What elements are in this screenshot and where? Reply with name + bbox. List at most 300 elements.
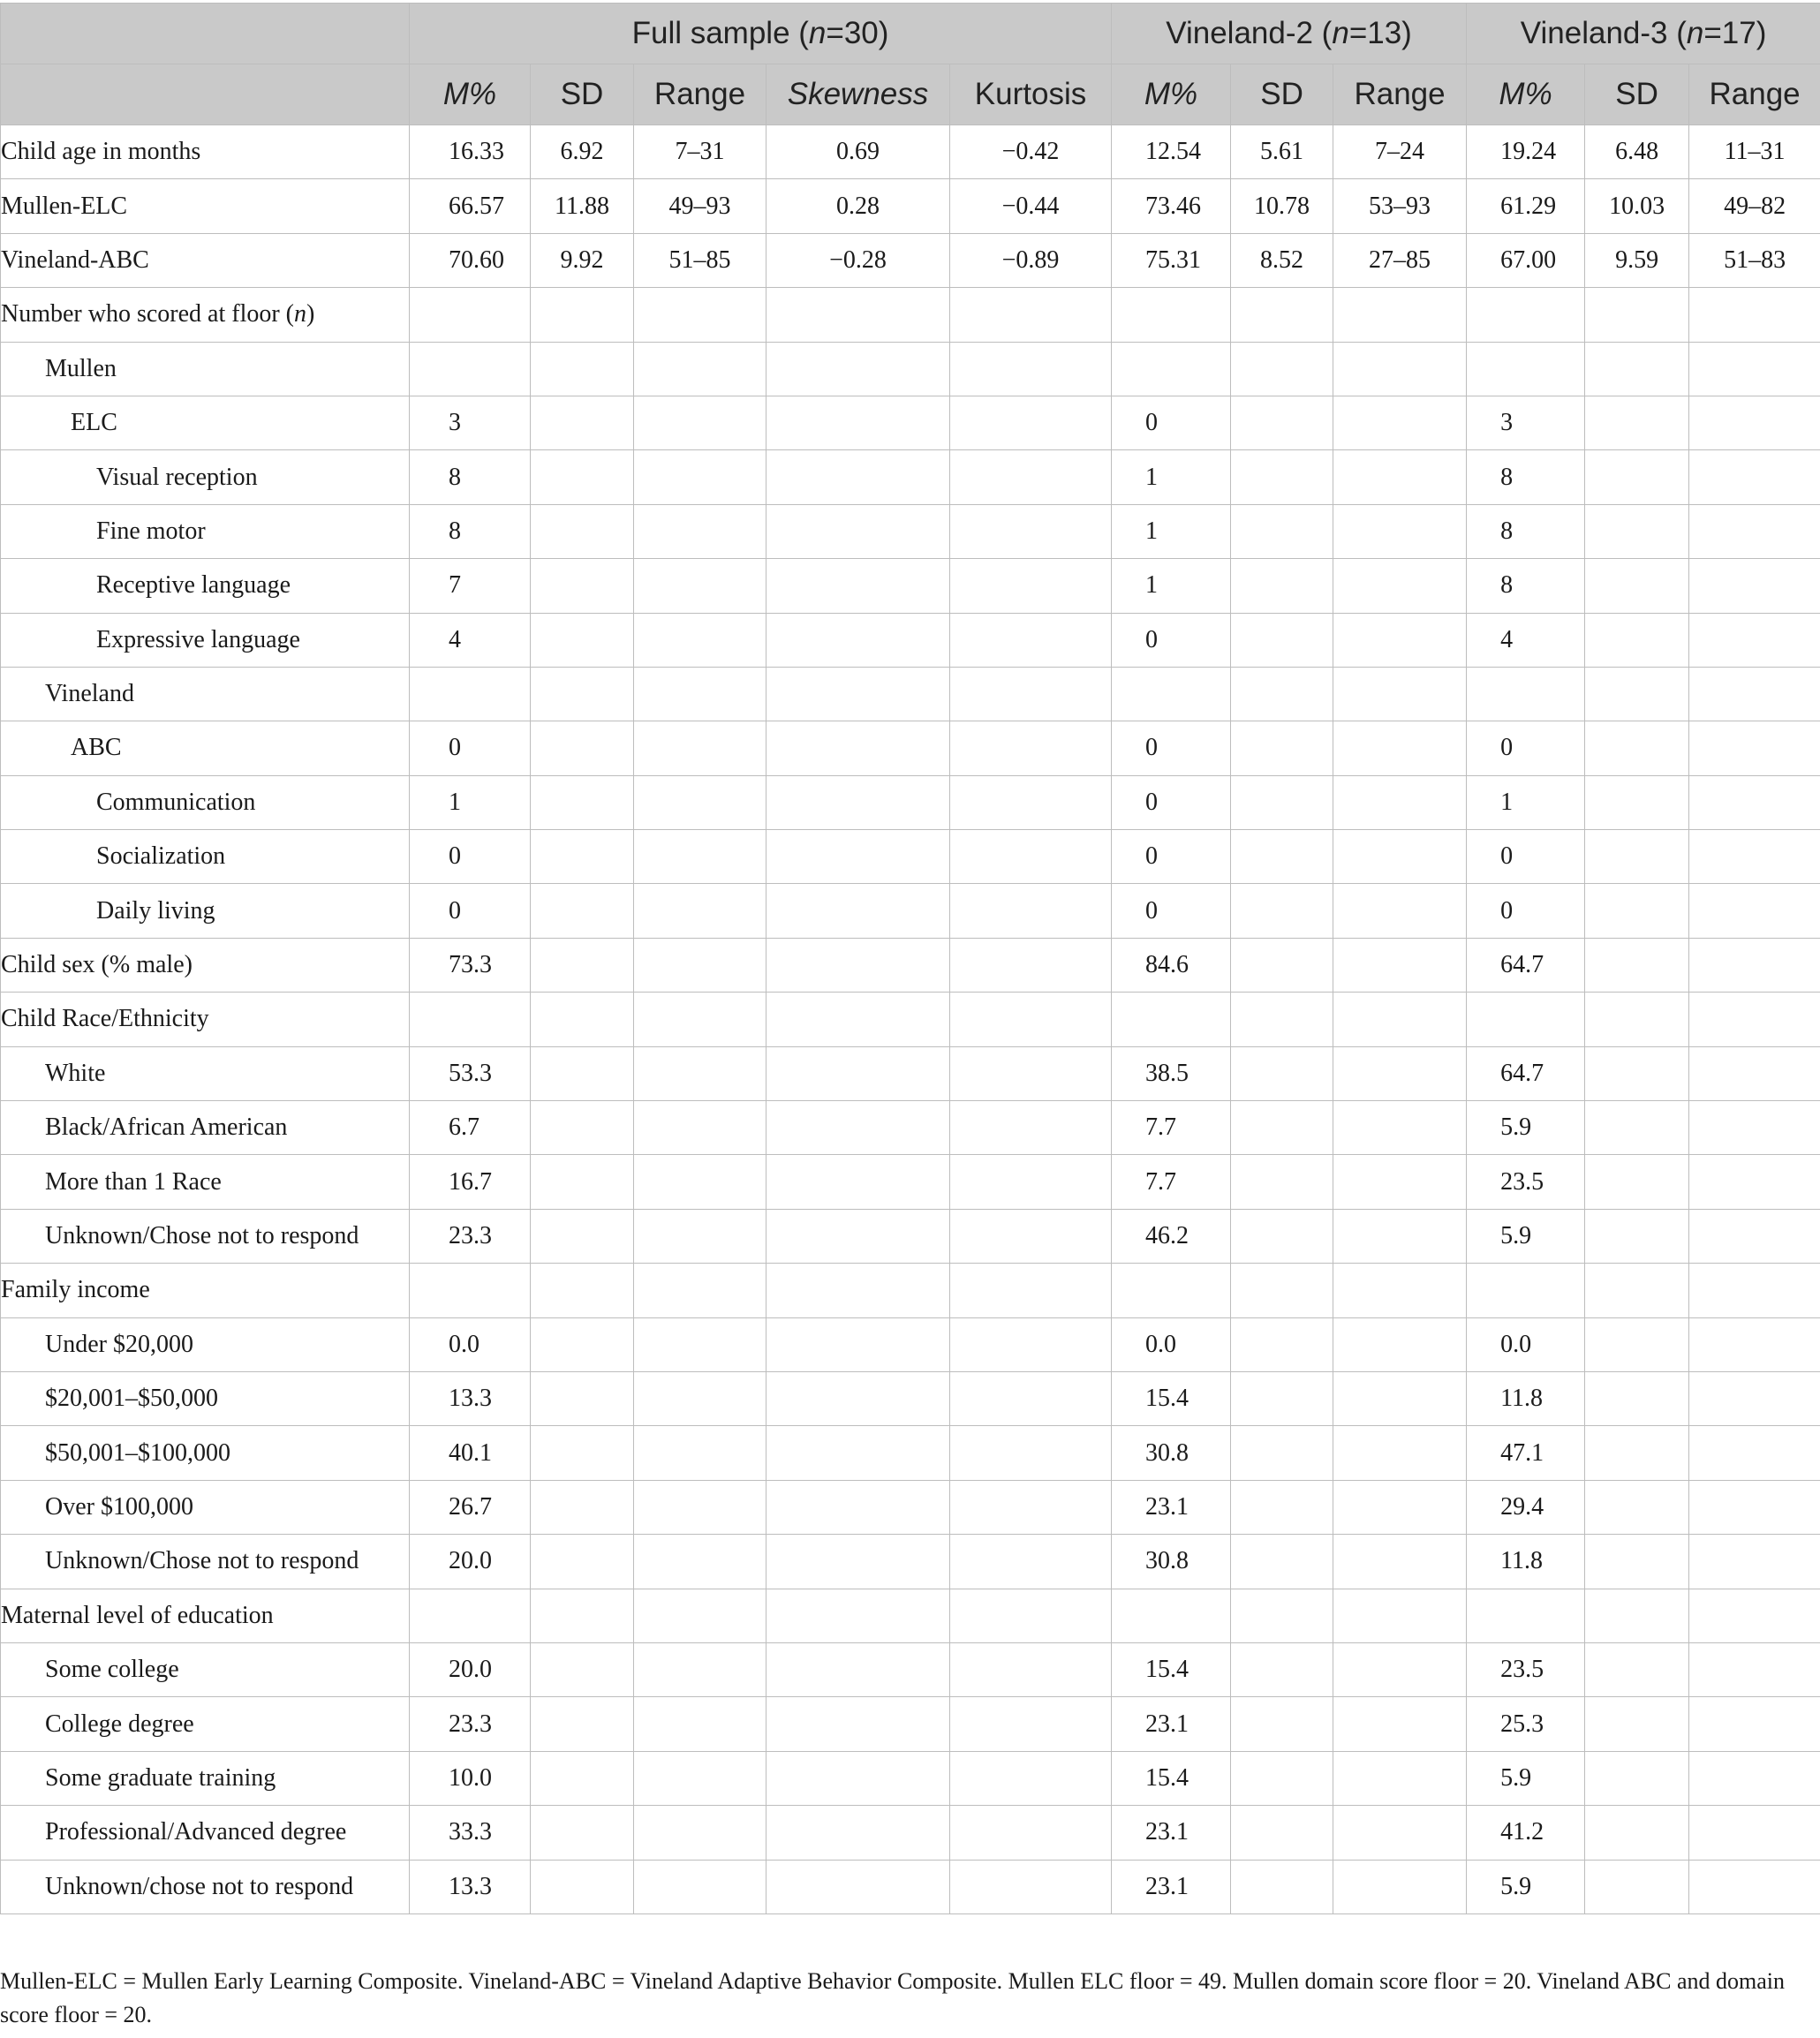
column-header: SD xyxy=(1585,64,1689,125)
table-cell xyxy=(1333,1155,1467,1209)
group-header-vineland-3: Vineland-3 (n=17) xyxy=(1467,4,1820,64)
table-cell: 3 xyxy=(1467,396,1585,449)
table-cell: 15.4 xyxy=(1112,1371,1231,1425)
table-cell xyxy=(1585,1209,1689,1263)
table-cell: 19.24 xyxy=(1467,125,1585,179)
table-cell: 8 xyxy=(1467,450,1585,504)
table-cell xyxy=(1231,830,1333,884)
table-cell xyxy=(767,1264,950,1317)
table-cell xyxy=(1333,884,1467,938)
table-cell: 4 xyxy=(1467,613,1585,667)
table-cell xyxy=(1333,938,1467,992)
column-header: SD xyxy=(1231,64,1333,125)
table-cell xyxy=(634,884,767,938)
table-cell: 6.48 xyxy=(1585,125,1689,179)
table-row xyxy=(1,1046,1820,1100)
table-cell xyxy=(531,1155,634,1209)
table-cell: 1 xyxy=(1112,450,1231,504)
row-label: Some graduate training xyxy=(1,1751,410,1805)
table-cell xyxy=(634,1535,767,1589)
table-cell: 11.88 xyxy=(531,179,634,233)
table-cell xyxy=(410,342,531,396)
table-row xyxy=(1,396,1820,449)
table-cell: −0.44 xyxy=(950,179,1112,233)
table-cell xyxy=(1585,1371,1689,1425)
row-label: Unknown/Chose not to respond xyxy=(1,1535,410,1589)
table-cell: 1 xyxy=(410,775,531,829)
column-header: M% xyxy=(1112,64,1231,125)
table-cell: 29.4 xyxy=(1467,1480,1585,1534)
table-cell: 5.9 xyxy=(1467,1860,1585,1913)
table-cell xyxy=(1585,830,1689,884)
table-row xyxy=(1,559,1820,613)
table-cell: 20.0 xyxy=(410,1535,531,1589)
row-label: $50,001–$100,000 xyxy=(1,1426,410,1480)
table-cell xyxy=(1333,667,1467,721)
table-cell xyxy=(1112,288,1231,342)
table-cell xyxy=(531,559,634,613)
table-cell xyxy=(634,1426,767,1480)
table-cell xyxy=(531,721,634,775)
table-cell: 23.5 xyxy=(1467,1155,1585,1209)
table-cell xyxy=(531,1264,634,1317)
table-cell xyxy=(410,288,531,342)
table-cell xyxy=(1333,1480,1467,1534)
table-cell xyxy=(1333,721,1467,775)
row-label: Fine motor xyxy=(1,504,410,558)
table-cell xyxy=(1585,504,1689,558)
row-label: Child Race/Ethnicity xyxy=(1,993,410,1046)
table-cell: 15.4 xyxy=(1112,1642,1231,1696)
table-cell: 7.7 xyxy=(1112,1101,1231,1155)
table-cell xyxy=(1585,1101,1689,1155)
table-row xyxy=(1,1426,1820,1480)
table-cell: 8 xyxy=(410,504,531,558)
table-cell: 30.8 xyxy=(1112,1535,1231,1589)
row-label: Visual reception xyxy=(1,450,410,504)
row-label: Vineland xyxy=(1,667,410,721)
table-cell xyxy=(634,1101,767,1155)
table-cell xyxy=(1333,396,1467,449)
table-cell xyxy=(767,613,950,667)
row-label: $20,001–$50,000 xyxy=(1,1371,410,1425)
table-cell: 10.0 xyxy=(410,1751,531,1805)
table-cell xyxy=(1231,559,1333,613)
row-label: Receptive language xyxy=(1,559,410,613)
table-cell xyxy=(634,721,767,775)
table-cell xyxy=(1689,938,1820,992)
table-cell xyxy=(950,504,1112,558)
table-cell xyxy=(1689,1426,1820,1480)
table-cell xyxy=(767,667,950,721)
table-footnote: Mullen-ELC = Mullen Early Learning Composite. Vineland-ABC = Vineland Adaptive Behavior Composite. Mullen ELC floor = 49. Mullen domain score floor = 20. Vineland ABC and domain score floor = 20. xyxy=(0,1968,1786,2027)
table-cell xyxy=(950,1480,1112,1534)
table-row xyxy=(1,1209,1820,1263)
table-cell xyxy=(634,342,767,396)
table-cell xyxy=(531,504,634,558)
table-cell xyxy=(950,1046,1112,1100)
table-cell xyxy=(531,1697,634,1751)
table-cell xyxy=(1689,288,1820,342)
table-cell xyxy=(1333,613,1467,667)
table-cell xyxy=(1689,993,1820,1046)
table-cell xyxy=(767,830,950,884)
table-cell xyxy=(767,993,950,1046)
table-cell xyxy=(1333,1642,1467,1696)
table-cell xyxy=(1231,1426,1333,1480)
row-label: ABC xyxy=(1,721,410,775)
table-cell: 0 xyxy=(1112,613,1231,667)
table-cell xyxy=(1333,775,1467,829)
row-label: Under $20,000 xyxy=(1,1317,410,1371)
table-cell xyxy=(1112,1264,1231,1317)
table-cell xyxy=(1689,1535,1820,1589)
table-row xyxy=(1,1264,1820,1317)
table-cell xyxy=(767,1046,950,1100)
row-label: Socialization xyxy=(1,830,410,884)
table-cell xyxy=(1467,288,1585,342)
table-cell xyxy=(1333,1697,1467,1751)
table-cell xyxy=(950,342,1112,396)
table-cell xyxy=(634,450,767,504)
table-cell xyxy=(531,396,634,449)
table-cell xyxy=(1231,1264,1333,1317)
table-row xyxy=(1,1371,1820,1425)
table-cell xyxy=(1333,342,1467,396)
table-cell xyxy=(531,1101,634,1155)
table-cell: 11.8 xyxy=(1467,1535,1585,1589)
table-cell xyxy=(950,1317,1112,1371)
corner-header-cell xyxy=(1,4,410,64)
table-cell xyxy=(1689,450,1820,504)
table-row xyxy=(1,1806,1820,1860)
table-cell xyxy=(531,1046,634,1100)
row-label: Child sex (% male) xyxy=(1,938,410,992)
table-cell xyxy=(531,667,634,721)
table-cell xyxy=(767,938,950,992)
table-cell xyxy=(1585,1642,1689,1696)
table-cell: 25.3 xyxy=(1467,1697,1585,1751)
table-cell xyxy=(767,1860,950,1913)
table-cell xyxy=(1231,993,1333,1046)
table-cell: 8 xyxy=(410,450,531,504)
row-label: Vineland-ABC xyxy=(1,233,410,287)
table-cell: 53–93 xyxy=(1333,179,1467,233)
table-cell: 27–85 xyxy=(1333,233,1467,287)
table-row xyxy=(1,993,1820,1046)
table-cell xyxy=(1585,1535,1689,1589)
table-cell xyxy=(1231,1371,1333,1425)
table-cell: 0 xyxy=(1112,396,1231,449)
table-cell xyxy=(950,450,1112,504)
table-cell xyxy=(1333,993,1467,1046)
column-header: Range xyxy=(1689,64,1820,125)
table-cell xyxy=(767,1155,950,1209)
row-label: Mullen-ELC xyxy=(1,179,410,233)
table-cell: 0 xyxy=(1112,775,1231,829)
table-cell xyxy=(1231,1751,1333,1805)
table-cell xyxy=(950,938,1112,992)
table-cell xyxy=(531,1589,634,1642)
table-cell: 75.31 xyxy=(1112,233,1231,287)
table-cell xyxy=(950,830,1112,884)
row-label: Some college xyxy=(1,1642,410,1696)
table-row xyxy=(1,450,1820,504)
table-cell xyxy=(767,1535,950,1589)
table-cell xyxy=(531,1751,634,1805)
table-cell xyxy=(950,559,1112,613)
table-cell xyxy=(531,1317,634,1371)
table-cell xyxy=(1585,559,1689,613)
row-label: Expressive language xyxy=(1,613,410,667)
table-cell: 0 xyxy=(1467,721,1585,775)
table-cell xyxy=(1689,830,1820,884)
table-cell: 0 xyxy=(1112,830,1231,884)
table-cell xyxy=(1689,1155,1820,1209)
table-cell xyxy=(531,775,634,829)
table-cell: 51–85 xyxy=(634,233,767,287)
table-cell: 13.3 xyxy=(410,1860,531,1913)
table-cell xyxy=(1467,342,1585,396)
table-cell: 0 xyxy=(410,721,531,775)
table-cell xyxy=(1689,1806,1820,1860)
table-cell xyxy=(1689,1751,1820,1805)
table-cell: 16.33 xyxy=(410,125,531,179)
table-cell: 9.92 xyxy=(531,233,634,287)
table-cell xyxy=(1333,1426,1467,1480)
table-cell xyxy=(950,1860,1112,1913)
table-cell xyxy=(950,1751,1112,1805)
table-cell xyxy=(1585,721,1689,775)
table-cell: 16.7 xyxy=(410,1155,531,1209)
table-cell xyxy=(1333,1264,1467,1317)
table-cell xyxy=(1585,613,1689,667)
table-cell xyxy=(410,667,531,721)
table-cell xyxy=(1231,1589,1333,1642)
table-cell xyxy=(1689,396,1820,449)
table-cell xyxy=(1231,1046,1333,1100)
table-cell xyxy=(1585,342,1689,396)
table-row xyxy=(1,1589,1820,1642)
table-cell: 64.7 xyxy=(1467,1046,1585,1100)
table-cell xyxy=(1333,288,1467,342)
column-header: Range xyxy=(634,64,767,125)
table-cell: 51–83 xyxy=(1689,233,1820,287)
table-cell xyxy=(767,1697,950,1751)
table-cell xyxy=(634,288,767,342)
table-cell xyxy=(1231,667,1333,721)
table-cell xyxy=(767,288,950,342)
table-cell xyxy=(634,775,767,829)
table-cell: 10.03 xyxy=(1585,179,1689,233)
table-cell: 8.52 xyxy=(1231,233,1333,287)
table-cell xyxy=(634,1317,767,1371)
table-cell xyxy=(1467,1264,1585,1317)
table-body xyxy=(1,125,1820,1914)
table-cell: 13.3 xyxy=(410,1371,531,1425)
column-header: SD xyxy=(531,64,634,125)
table-cell xyxy=(1689,775,1820,829)
table-cell xyxy=(1689,1209,1820,1263)
table-cell xyxy=(950,884,1112,938)
table-cell xyxy=(634,1046,767,1100)
table-cell: 0 xyxy=(1467,830,1585,884)
table-cell xyxy=(1333,1589,1467,1642)
group-header-vineland-2: Vineland-2 (n=13) xyxy=(1112,4,1467,64)
table-cell: 7 xyxy=(410,559,531,613)
table-cell xyxy=(1231,342,1333,396)
table-cell: 33.3 xyxy=(410,1806,531,1860)
table-cell xyxy=(1585,667,1689,721)
table-cell: 38.5 xyxy=(1112,1046,1231,1100)
table-cell xyxy=(1231,775,1333,829)
table-cell xyxy=(531,1642,634,1696)
table-cell: 67.00 xyxy=(1467,233,1585,287)
table-cell xyxy=(1689,1046,1820,1100)
table-cell: 0.0 xyxy=(410,1317,531,1371)
table-cell xyxy=(767,450,950,504)
table-cell xyxy=(950,396,1112,449)
row-label: ELC xyxy=(1,396,410,449)
table-cell xyxy=(1231,1806,1333,1860)
table-cell: 47.1 xyxy=(1467,1426,1585,1480)
table-cell: 0.0 xyxy=(1112,1317,1231,1371)
table-cell xyxy=(634,1371,767,1425)
table-cell xyxy=(531,1860,634,1913)
table-cell xyxy=(634,1860,767,1913)
table-row xyxy=(1,1101,1820,1155)
column-header: M% xyxy=(1467,64,1585,125)
sub-header-row xyxy=(1,64,1820,125)
table-cell xyxy=(634,613,767,667)
table-cell xyxy=(767,342,950,396)
label-column-header xyxy=(1,64,410,125)
table-cell xyxy=(634,1209,767,1263)
table-cell: 23.3 xyxy=(410,1697,531,1751)
row-label: Maternal level of education xyxy=(1,1589,410,1642)
table-cell xyxy=(950,1535,1112,1589)
table-cell: 7–24 xyxy=(1333,125,1467,179)
table-cell: 5.9 xyxy=(1467,1751,1585,1805)
table-cell xyxy=(634,1155,767,1209)
table-cell xyxy=(1333,1101,1467,1155)
table-cell: 4 xyxy=(410,613,531,667)
table-cell: 0 xyxy=(410,830,531,884)
table-cell xyxy=(1112,667,1231,721)
table-cell xyxy=(1689,1860,1820,1913)
table-cell xyxy=(767,1751,950,1805)
table-cell: −0.28 xyxy=(767,233,950,287)
table-cell xyxy=(634,1264,767,1317)
table-row xyxy=(1,1860,1820,1913)
table-cell xyxy=(634,504,767,558)
table-cell xyxy=(634,1751,767,1805)
table-cell xyxy=(1689,613,1820,667)
table-cell: 66.57 xyxy=(410,179,531,233)
table-cell xyxy=(1231,396,1333,449)
table-cell xyxy=(1333,1860,1467,1913)
table-cell xyxy=(1689,1264,1820,1317)
table-cell: 70.60 xyxy=(410,233,531,287)
table-cell xyxy=(767,775,950,829)
table-cell xyxy=(1333,830,1467,884)
table-cell: 8 xyxy=(1467,559,1585,613)
table-row xyxy=(1,1480,1820,1534)
table-cell xyxy=(767,1209,950,1263)
table-cell xyxy=(1689,1317,1820,1371)
table-cell xyxy=(950,1697,1112,1751)
table-cell: 23.1 xyxy=(1112,1806,1231,1860)
table-cell xyxy=(634,396,767,449)
table-cell: 53.3 xyxy=(410,1046,531,1100)
row-label: Communication xyxy=(1,775,410,829)
table-cell: 0.28 xyxy=(767,179,950,233)
table-cell xyxy=(1689,1697,1820,1751)
row-label: Unknown/chose not to respond xyxy=(1,1860,410,1913)
row-label: More than 1 Race xyxy=(1,1155,410,1209)
table-cell xyxy=(1333,450,1467,504)
table-cell: 41.2 xyxy=(1467,1806,1585,1860)
table-cell xyxy=(950,993,1112,1046)
table-row xyxy=(1,1751,1820,1805)
table-cell xyxy=(410,1589,531,1642)
table-cell xyxy=(634,1589,767,1642)
table-cell: −0.89 xyxy=(950,233,1112,287)
table-cell: 73.3 xyxy=(410,938,531,992)
row-label: Child age in months xyxy=(1,125,410,179)
table-cell xyxy=(1231,1155,1333,1209)
table-cell xyxy=(950,1155,1112,1209)
table-cell: 7–31 xyxy=(634,125,767,179)
table-cell xyxy=(1112,342,1231,396)
table-cell xyxy=(767,1371,950,1425)
table-cell: 15.4 xyxy=(1112,1751,1231,1805)
table-cell: 1 xyxy=(1467,775,1585,829)
table-cell xyxy=(950,288,1112,342)
table-cell xyxy=(1333,1535,1467,1589)
table-cell xyxy=(1333,1806,1467,1860)
table-cell xyxy=(531,993,634,1046)
table-cell: 6.7 xyxy=(410,1101,531,1155)
table-cell xyxy=(1112,1589,1231,1642)
table-cell xyxy=(767,1642,950,1696)
table-row xyxy=(1,613,1820,667)
table-row xyxy=(1,884,1820,938)
table-cell: 5.9 xyxy=(1467,1209,1585,1263)
table-cell xyxy=(1231,1642,1333,1696)
table-cell xyxy=(1689,559,1820,613)
table-cell xyxy=(767,1806,950,1860)
table-cell xyxy=(1467,993,1585,1046)
table-cell xyxy=(1585,1697,1689,1751)
table-cell xyxy=(767,1317,950,1371)
table-cell: 1 xyxy=(1112,504,1231,558)
table-cell xyxy=(531,1426,634,1480)
table-cell xyxy=(767,396,950,449)
table-cell xyxy=(1689,667,1820,721)
table-cell xyxy=(1585,1751,1689,1805)
row-label: Professional/Advanced degree xyxy=(1,1806,410,1860)
table-cell: 0.0 xyxy=(1467,1317,1585,1371)
row-label: Black/African American xyxy=(1,1101,410,1155)
table-cell: 0 xyxy=(410,884,531,938)
table-cell xyxy=(1231,884,1333,938)
row-label: Daily living xyxy=(1,884,410,938)
table-cell xyxy=(1585,450,1689,504)
table-cell xyxy=(531,1480,634,1534)
table-cell xyxy=(950,1642,1112,1696)
table-cell xyxy=(1333,1317,1467,1371)
